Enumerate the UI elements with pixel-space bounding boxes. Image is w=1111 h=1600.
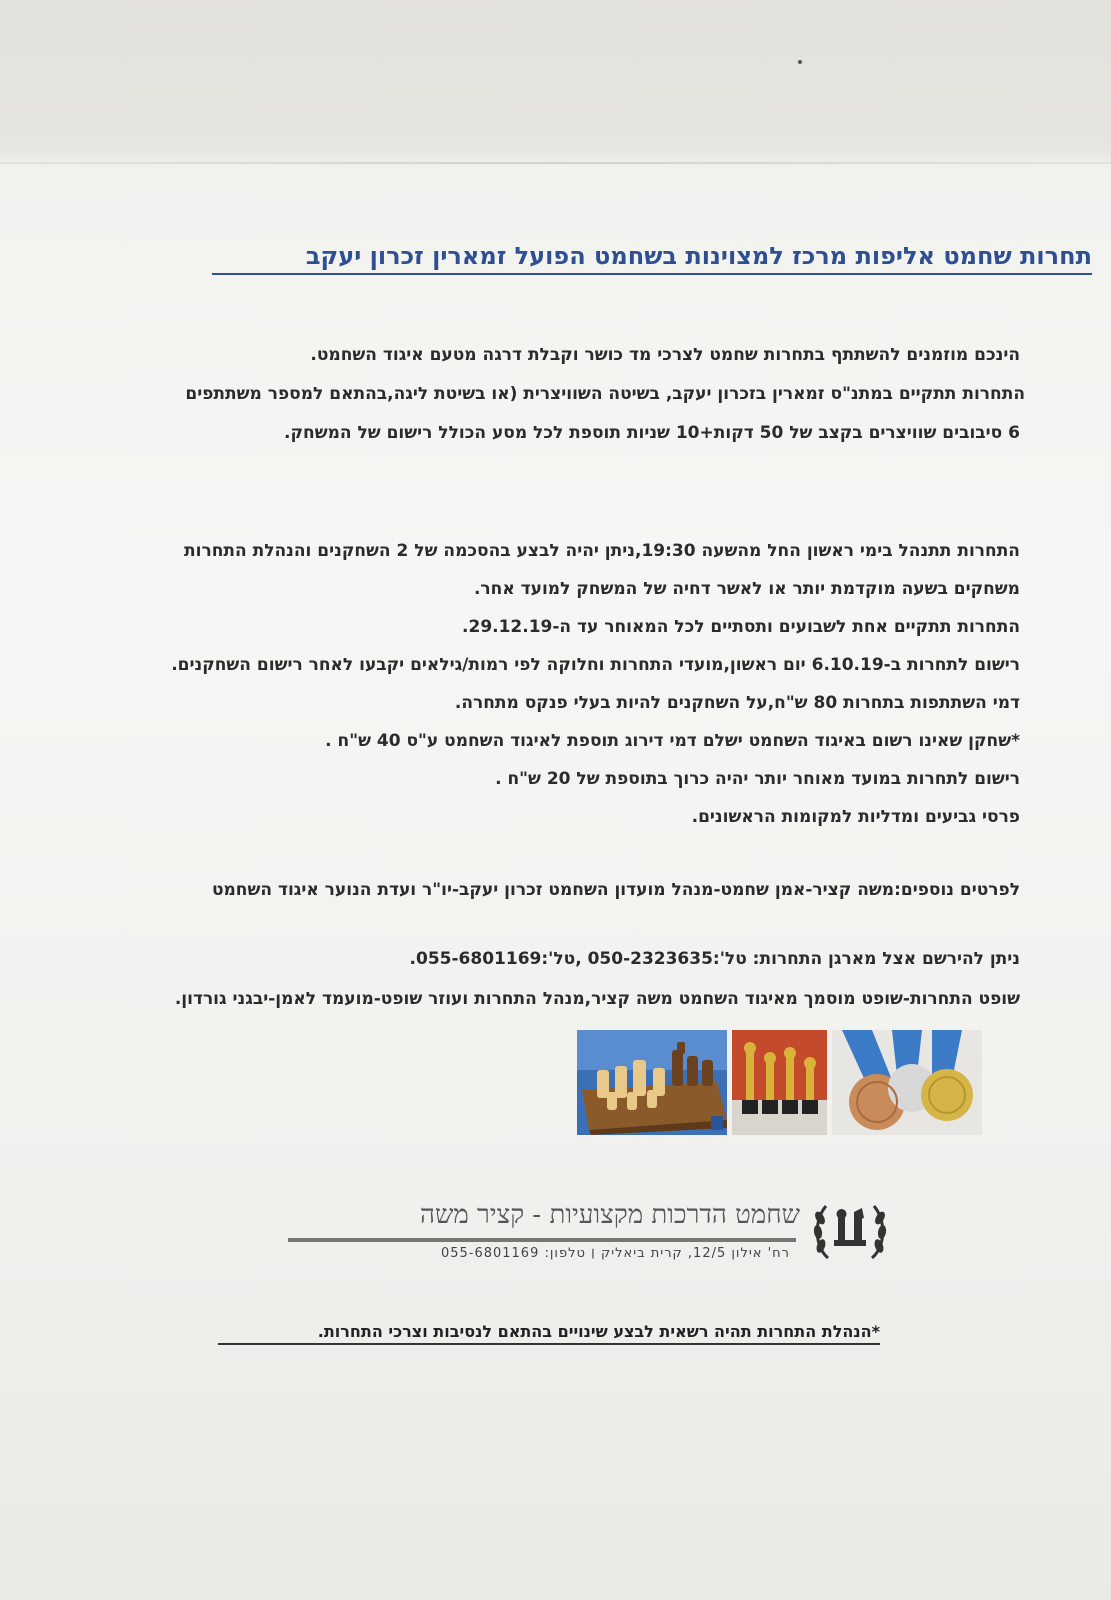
- referee-line: שופט התחרות-שופט מוסמך מאיגוד השחמט משה קציר,מנהל התחרות ועוזר שופט-מועמד לאמן-יבגני גורדון.: [174, 989, 1020, 1009]
- paper-speck: [798, 60, 802, 64]
- laurel-emblem-icon: [810, 1198, 890, 1268]
- intro-line-1: הינכם מוזמנים להשתתף בתחרות שחמט לצרכי מד כושר וקבלת דרגה מטעם איגוד השחמט.: [310, 345, 1020, 365]
- intro-line-3: 6 סיבובים שוויצרים בקצב של 50 דקות+10 שניות תוספת לכל מסע הכולל רישום של המשחק.: [284, 423, 1020, 443]
- registration-line: ניתן להירשם אצל מארגן התחרות: טל':050-2323635 ,טל':055-6801169.: [409, 949, 1020, 969]
- sheet-edge: [0, 162, 1111, 164]
- details-line: לפרטים נוספים:משה קציר-אמן שחמט-מנהל מועדון השחמט זכרון יעקב-יו"ר ועדת הנוער איגוד השחמט: [211, 880, 1020, 900]
- rules-line-2: משחקים בשעה מוקדמת יותר או לאשר דחיה של המשחק למועד אחר.: [473, 579, 1020, 599]
- document-title: תחרות שחמט אליפות מרכז למצוינות בשחמט הפועל זמארין זכרון יעקב: [212, 242, 1092, 275]
- rules-line-8: פרסי גביעים ומדליות למקומות הראשונים.: [691, 807, 1020, 827]
- intro-line-2: התחרות תתקיים במתנ"ס זמארין בזכרון יעקב, בשיטה השוויצרית (או בשיטת ליגה,בהתאם למספר משתתפים: [185, 384, 1025, 404]
- medals-photo: [832, 1030, 982, 1135]
- rules-line-1: התחרות תתנהל בימי ראשון החל מהשעה 19:30,ניתן יהיה לבצע בהסכמה של 2 השחקנים והנהלת התחרות: [184, 541, 1020, 561]
- rules-line-7: רישום לתחרות במועד מאוחר יותר יהיה כרוך בתוספת של 20 ש"ח .: [495, 769, 1020, 789]
- rules-line-3: התחרות תתקיים אחת לשבועים ותסתיים לכל המאוחר עד ה-29.12.19.: [462, 617, 1020, 637]
- footnote: *הנהלת התחרות תהיה רשאית לבצע שינויים בהתאם לנסיבות וצרכי התחרות.: [218, 1322, 880, 1345]
- rules-line-4: רישום לתחרות ב-6.10.19 יום ראשון,מועדי התחרות וחלוקה לפי רמות/גילאים יקבעו לאחר רישום השחקנים.: [171, 655, 1020, 675]
- club-logo-address: רח' אילון 12/5, קרית ביאליק ׀ טלפון: 055-6801169: [440, 1246, 790, 1261]
- club-logo-block: [280, 1198, 900, 1278]
- club-logo-rule: [288, 1238, 796, 1242]
- trophies-photo: [732, 1030, 827, 1135]
- rules-line-6: *שחקן שאינו רשום באיגוד השחמט ישלם דמי דירוג תוספת לאיגוד השחמט ע"ס 40 ש"ח .: [325, 731, 1020, 751]
- club-logo-name: שחמט הדרכות מקצועיות - קציר משה: [419, 1200, 800, 1230]
- rules-line-5: דמי השתתפות בתחרות 80 ש"ח,על השחקנים להיות בעלי פנקס מתחרה.: [454, 693, 1020, 713]
- chess-set-photo: [577, 1030, 727, 1135]
